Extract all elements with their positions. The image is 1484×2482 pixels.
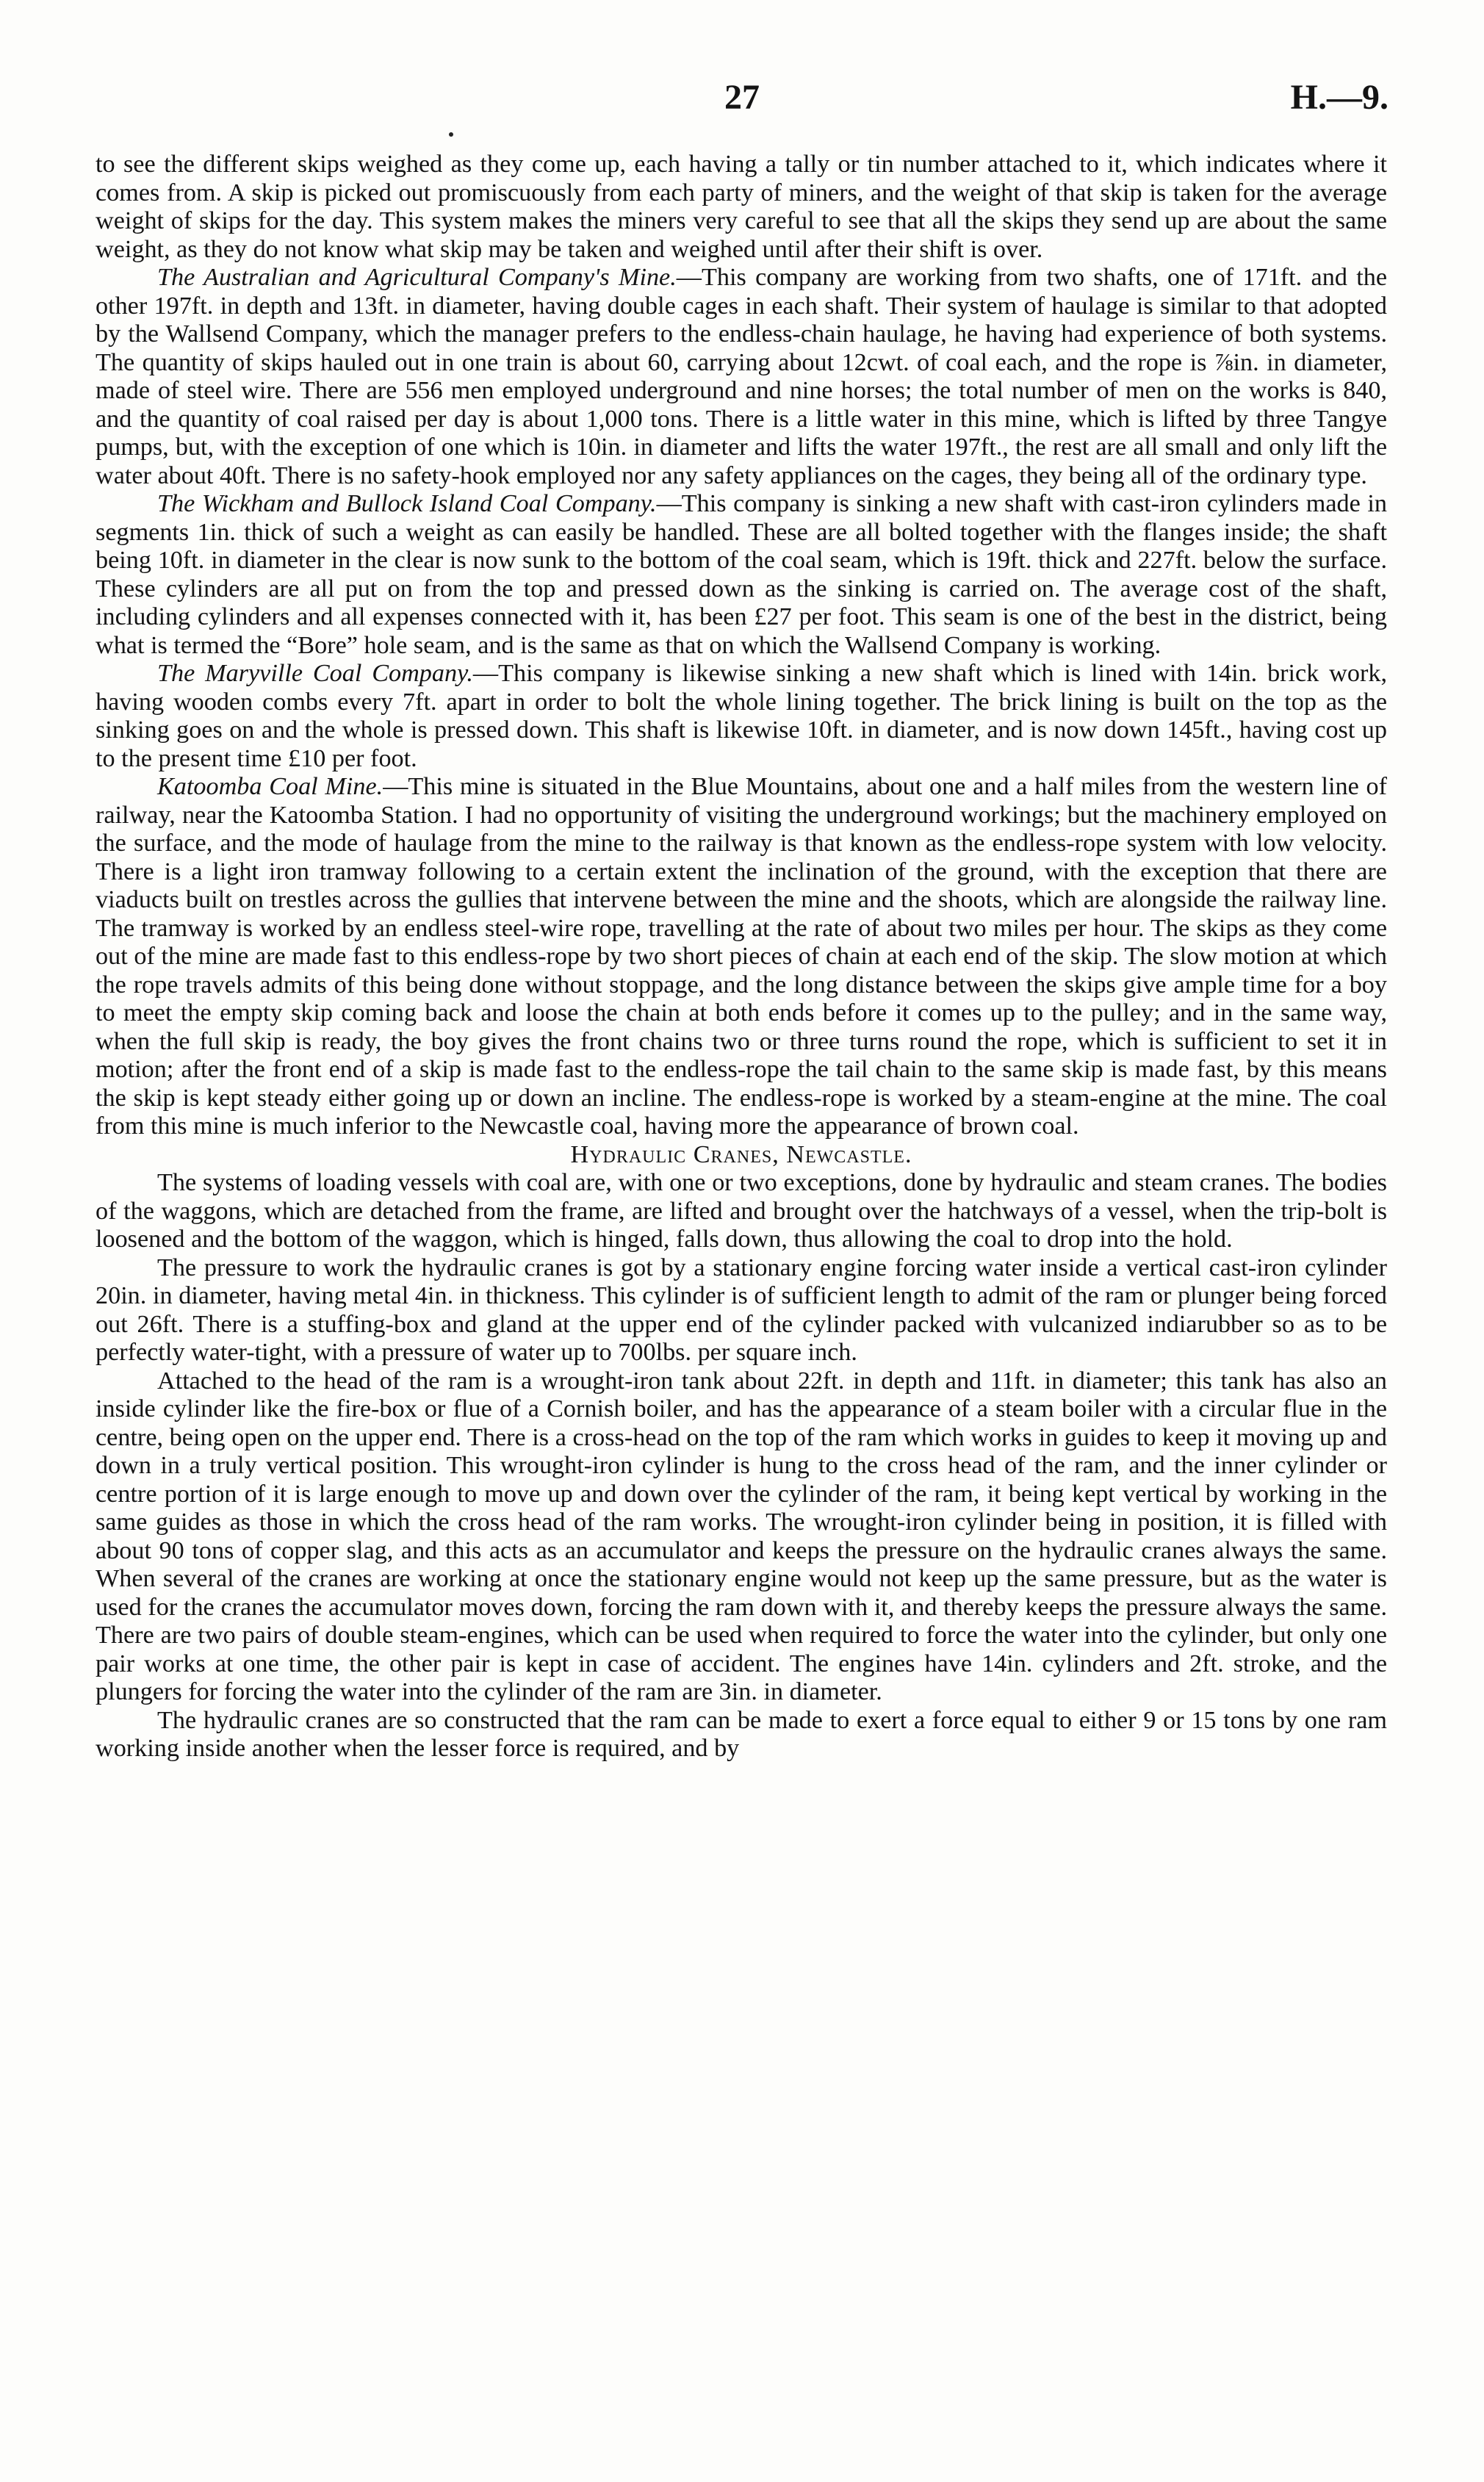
document-body — [96, 151, 1387, 1763]
paragraph-text: The hydraulic cranes are so constructed that the ram can be made to exert a force equal to either 9 or 15 tons by one ram working inside another when the lesser force is required, and by — [96, 1706, 1387, 1762]
section-heading: Hydraulic Cranes, Newcastle. — [570, 1140, 912, 1168]
paragraph-text: The systems of loading vessels with coal are, with one or two exceptions, done by hydraulic and steam cranes. The bodies of the waggons, which are detached from the frame, are lifted and brought over the hatchways of a vessel, when the trip-bolt is loosened and the bottom of the waggon, which is hinged, falls down, thus allowing the coal to drop into the hold. — [96, 1169, 1387, 1253]
mine-heading: The Wickham and Bullock Island Coal Company. — [157, 490, 657, 517]
paragraph — [96, 1707, 1387, 1763]
mine-heading: The Maryville Coal Company. — [157, 660, 473, 687]
page-number: 27 — [724, 78, 760, 117]
paragraph — [96, 1367, 1387, 1707]
mine-heading: The Australian and Agricultural Company's Mine. — [157, 264, 677, 291]
paragraph-text: Attached to the head of the ram is a wrought-iron tank about 22ft. in depth and 11ft. in diameter; this tank has also an inside cylinder like the fire-box or flue of a Cornish boiler, and has the appearance of a steam boiler with a circular flue in the centre, being open on the upper end. There is a cross-head on the top of the ram which works in guides to keep it moving up and down in a truly vertical position. This wrought-iron cylinder is hung to the cross head of the ram, and the inner cylinder or centre portion of it is large enough to move up and down over the cylinder of the ram, it being kept vertical by working in the same guides as those in which the cross head of the ram works. The wrought-iron cylinder being in position, it is filled with about 90 tons of copper slag, and this acts as an accumulator and keeps the pressure on the hydraulic cranes always the same. When several of the cranes are working at once the stationary engine would not keep up the same pressure, but as the water is used for the cranes the accumulator moves down, forcing the ram down with it, and thereby keeps the pressure always the same. There are two pairs of double steam-engines, which can be used when required to force the water into the cylinder, but only one pair works at one time, the other pair is kept in case of accident. The engines have 14in. cylinders and 2ft. stroke, and the plungers for forcing the water into the cylinder of the ram are 3in. in diameter. — [96, 1367, 1387, 1705]
paragraph — [96, 773, 1387, 1141]
paragraph-text: —This mine is situated in the Blue Mountains, about one and a half miles from the western line of railway, near the Katoomba Station. I had no opportunity of visiting the underground workings; but the machinery employed on the surface, and the mode of haulage from the mine to the railway is that known as the endless-rope system with low velocity. There is a light iron tramway following to a certain extent the inclination of the ground, with the exception that there are viaducts built on trestles across the gullies that intervene between the mine and the shoots, which are alongside the railway line. The tramway is worked by an endless steel-wire rope, travelling at the rate of about two miles per hour. The skips as they come out of the mine are made fast to this endless-rope by two short pieces of chain at each end of the skip. The slow motion at which the rope travels admits of this being done without stoppage, and the long distance between the skips give ample time for a boy to meet the empty skip coming back and loose the chain at both ends before it comes up to the pulley; and in the same way, when the full skip is ready, the boy gives the front chains two or three turns round the rope, which is sufficient to set it in motion; after the front end of a skip is made fast to the endless-rope the tail chain to the same skip is made fast, by this means the skip is kept steady either going up or down an incline. The endless-rope is worked by a steam-engine at the mine. The coal from this mine is much inferior to the Newcastle coal, having more the appearance of brown coal. — [96, 773, 1387, 1140]
paragraph-text: The pressure to work the hydraulic cranes is got by a stationary engine forcing water inside a vertical cast-iron cylinder 20in. in diameter, having metal 4in. in thickness. This cylinder is of sufficient length to admit of the ram or plunger being forced out 26ft. There is a stuffing-box and gland at the upper end of the cylinder packed with vulcanized indiarubber so as to be perfectly water-tight, with a pressure of water up to 700lbs. per square inch. — [96, 1253, 1387, 1366]
paragraph — [96, 490, 1387, 660]
paragraph-text: —This company is sinking a new shaft with cast-iron cylinders made in segments 1in. thick of such a weight as can easily be handled. These are all bolted together with the flanges inside; the shaft being 10ft. in diameter in the clear is now sunk to the bottom of the coal seam, which is 19ft. thick and 227ft. below the surface. These cylinders are all put on from the top and pressed down as the sinking is carried on. The average cost of the shaft, including cylinders and all expenses connected with it, has been £27 per foot. This seam is one of the best in the district, being what is termed the “Bore” hole seam, and is the same as that on which the Wallsend Company is working. — [96, 490, 1387, 659]
stray-mark — [449, 132, 453, 137]
paragraph-text: —This company are working from two shafts, one of 171ft. and the other 197ft. in depth and 13ft. in diameter, having double cages in each shaft. Their system of haulage is similar to that adopted by the Wallsend Company, which the manager prefers to the endless-chain haulage, he having had experience of both systems. The quantity of skips hauled out in one train is about 60, carrying about 12cwt. of coal each, and the rope is ⅞in. in diameter, made of steel wire. There are 556 men employed underground and nine horses; the total number of men on the works is 840, and the quantity of coal raised per day is about 1,000 tons. There is a little water in this mine, which is lifted by three Tangye pumps, but, with the exception of one which is 10in. in diameter and lifts the water 197ft., the rest are all small and only lift the water about 40ft. There is no safety-hook employed nor any safety appliances on the cages, they being all of the ordinary type. — [96, 264, 1387, 489]
paragraph — [96, 660, 1387, 773]
mine-heading: Katoomba Coal Mine. — [157, 773, 383, 800]
paragraph — [96, 1254, 1387, 1367]
paragraph-text: to see the different skips weighed as they come up, each having a tally or tin number attached to it, which indicates where it comes from. A skip is picked out promiscuously from each party of miners, and the weight of that skip is taken for the average weight of skips for the day. This system makes the miners very careful to see that all the skips they send up are about the same weight, as they do not know what skip may be taken and weighed until after their shift is over. — [96, 151, 1387, 263]
paragraph — [96, 1169, 1387, 1254]
document-reference: H.—9. — [1290, 78, 1388, 117]
paragraph-text: —This company is likewise sinking a new shaft which is lined with 14in. brick work, having wooden combs every 7ft. apart in order to bolt the whole lining together. The brick lining is built on the top as the sinking goes on and the whole is pressed down. This shaft is likewise 10ft. in diameter, and is now down 145ft., having cost up to the present time £10 per foot. — [96, 660, 1387, 772]
paragraph — [96, 151, 1387, 264]
paragraph — [96, 264, 1387, 490]
page-header — [96, 77, 1388, 129]
